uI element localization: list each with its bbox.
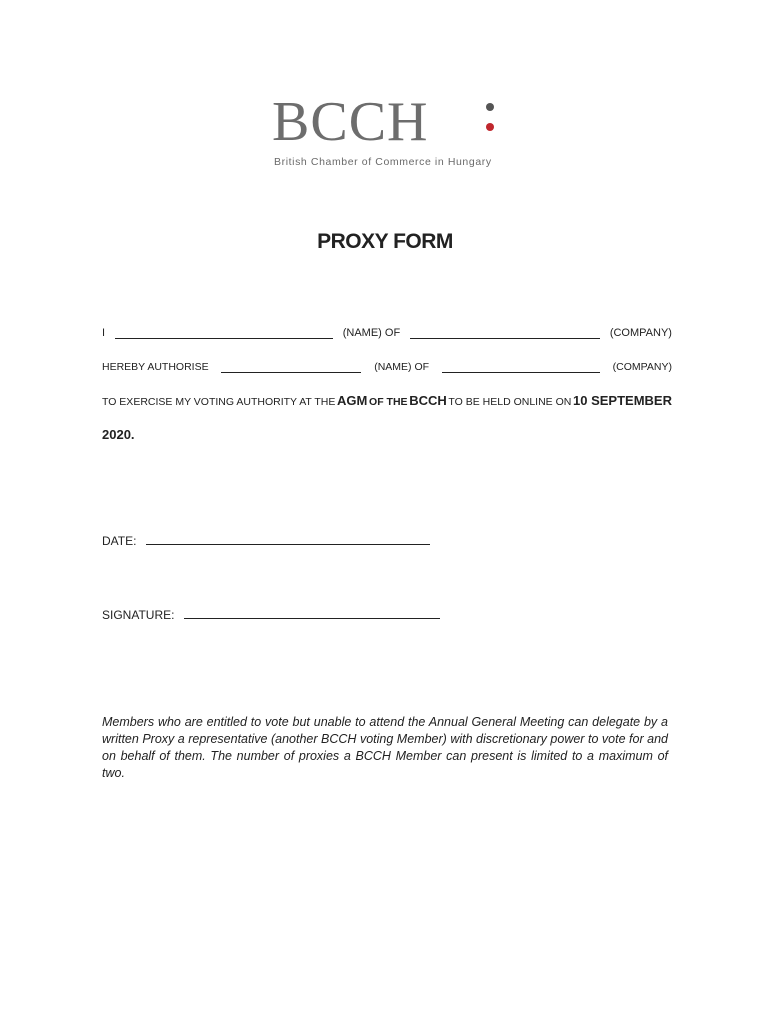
logo-dot-bottom	[486, 123, 494, 131]
form-title: PROXY FORM	[317, 230, 453, 253]
line3-year: 2020.	[102, 427, 135, 442]
line3-agm: AGM	[337, 393, 368, 408]
signature-row	[102, 607, 440, 622]
date-row	[102, 533, 430, 548]
line2-prefix: HEREBY AUTHORISE	[102, 361, 209, 373]
line3-date: 10 SEPTEMBER	[573, 393, 672, 408]
proxy-line	[102, 361, 672, 373]
proxy-note: Members who are entitled to vote but unable to attend the Annual General Meeting can delegate by a written Proxy a representative (another BCCH voting Member) with discretionary power to vote for and on behalf of them. The number of proxies a BCCH Member can present is limited to a maximum of two.	[102, 715, 668, 780]
logo-wordmark: BCCH	[272, 91, 429, 153]
logo-dot-top	[486, 103, 494, 111]
authoriser-line	[102, 327, 672, 339]
authoriser-name-field[interactable]	[115, 327, 333, 339]
date-field[interactable]	[146, 533, 430, 545]
proxy-company-field[interactable]	[442, 361, 600, 373]
date-label: DATE:	[102, 534, 137, 548]
line1-prefix: I	[102, 327, 106, 339]
signature-label: SIGNATURE:	[102, 608, 175, 622]
line1-company-label: (COMPANY)	[609, 327, 672, 339]
signature-field[interactable]	[184, 607, 440, 619]
proxy-name-field[interactable]	[221, 361, 361, 373]
bcch-logo	[272, 92, 502, 172]
authority-line	[102, 393, 672, 408]
line1-name-label: (NAME) OF	[342, 327, 401, 339]
line2-company-label: (COMPANY)	[612, 361, 672, 373]
line3-part1: TO EXERCISE MY VOTING AUTHORITY AT THE	[102, 396, 336, 408]
logo-tagline: British Chamber of Commerce in Hungary	[274, 156, 492, 168]
authoriser-company-field[interactable]	[410, 327, 600, 339]
line3-bcch: BCCH	[409, 393, 447, 408]
line3-of-the: OF THE	[369, 396, 408, 408]
line3-part2: TO BE HELD ONLINE ON	[448, 396, 572, 408]
line2-name-label: (NAME) OF	[374, 361, 430, 373]
